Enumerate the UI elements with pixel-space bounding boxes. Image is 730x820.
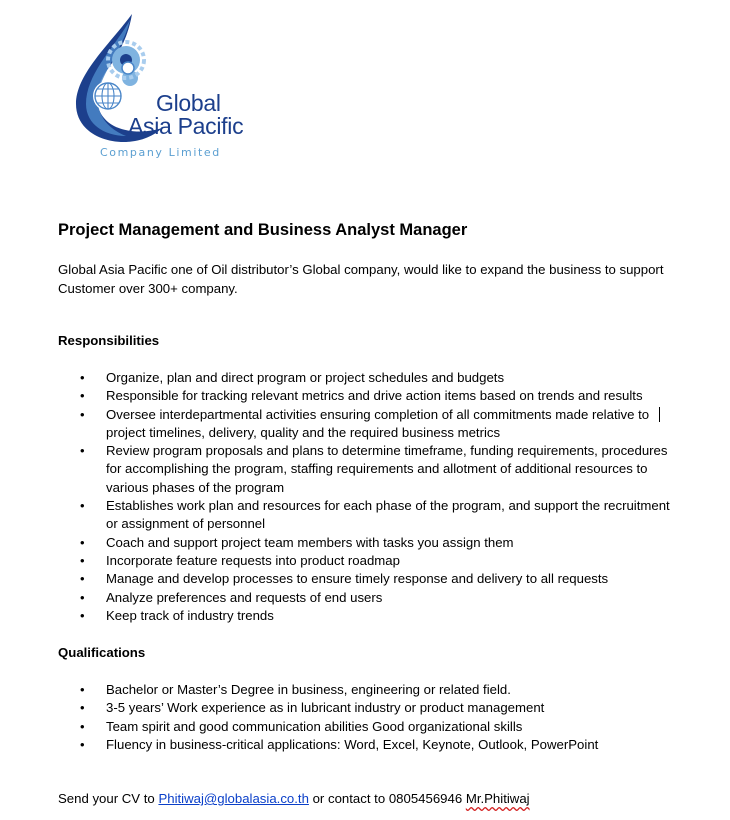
contact-line bbox=[58, 791, 530, 806]
list-item: • Review program proposals and plans to determine timeframe, funding requirements, procedures for accomplishing the program, staffing requirements and allotment of additional resources to various phases of the program bbox=[58, 442, 678, 497]
list-item: • Organize, plan and direct program or project schedules and budgets bbox=[58, 369, 678, 387]
company-logo bbox=[70, 8, 270, 168]
list-item-text: Oversee interdepartmental activities ensuring completion of all commitments made relative to project timelines, delivery, quality and the required business metrics bbox=[106, 406, 650, 440]
list-item: • Coach and support project team members with tasks you assign them bbox=[58, 534, 678, 552]
list-item: • Analyze preferences and requests of end users bbox=[58, 589, 678, 607]
list-item: • Team spirit and good communication abilities Good organizational skills bbox=[58, 718, 678, 736]
text-cursor bbox=[659, 407, 660, 422]
logo-subtitle: Company Limited bbox=[100, 146, 221, 159]
contact-name: Mr.Phitiwaj bbox=[465, 791, 530, 806]
responsibilities-heading: Responsibilities bbox=[58, 333, 160, 348]
qualifications-list bbox=[58, 681, 678, 754]
intro-paragraph: Global Asia Pacific one of Oil distributor’s Global company, would like to expand the business to support Customer over 300+ company. bbox=[58, 262, 664, 296]
list-item: • Manage and develop processes to ensure timely response and delivery to all requests bbox=[58, 570, 678, 588]
qualifications-heading: Qualifications bbox=[58, 645, 146, 660]
job-title: Project Management and Business Analyst Manager bbox=[58, 221, 468, 239]
list-item bbox=[58, 406, 678, 443]
list-item: • 3-5 years’ Work experience as in lubricant industry or product management bbox=[58, 699, 678, 717]
responsibilities-list bbox=[58, 369, 678, 625]
list-item: • Responsible for tracking relevant metrics and drive action items based on trends and results bbox=[58, 387, 678, 405]
logo-name-line1: Global bbox=[156, 90, 221, 116]
list-item: • Keep track of industry trends bbox=[58, 607, 678, 625]
contact-prefix: Send your CV to bbox=[58, 791, 159, 806]
logo-company-name bbox=[128, 90, 244, 139]
contact-middle: or contact to 0805456946 bbox=[308, 791, 466, 806]
list-item: • Bachelor or Master’s Degree in business, engineering or related field. bbox=[58, 681, 678, 699]
list-item: • Incorporate feature requests into product roadmap bbox=[58, 552, 678, 570]
logo-name-line2: Asia Pacific bbox=[128, 113, 244, 139]
email-link[interactable]: Phitiwaj@globalasia.co.th bbox=[158, 791, 309, 806]
list-item: • Establishes work plan and resources for each phase of the program, and support the recruitment or assignment of personnel bbox=[58, 497, 678, 534]
list-item: • Fluency in business-critical applications: Word, Excel, Keynote, Outlook, PowerPoint bbox=[58, 736, 678, 754]
